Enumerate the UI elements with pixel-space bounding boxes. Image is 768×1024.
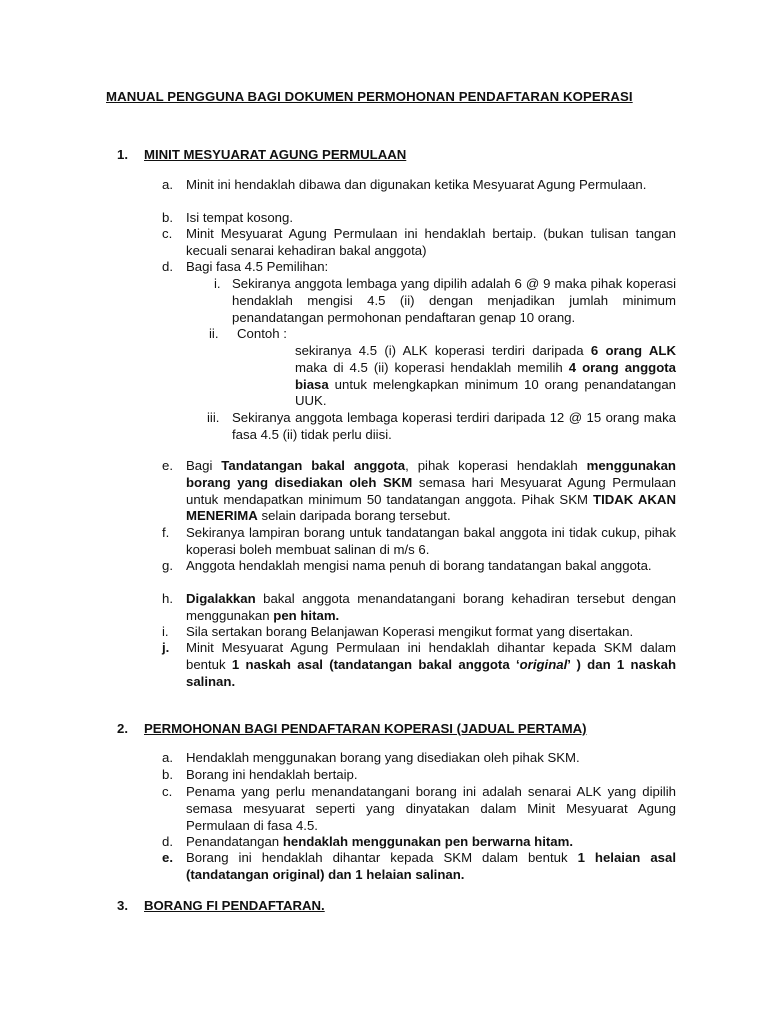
item-bold-text: hendaklah menggunakan pen berwarna hitam.	[282, 834, 574, 849]
item-text: selain daripada borang tersebut.	[257, 508, 451, 524]
example-bold: 4 orang anggota biasa	[295, 359, 676, 392]
item-text: Bagi	[186, 458, 222, 473]
item-bold-text: Digalakkan	[186, 591, 256, 606]
document-title: MANUAL PENGGUNA BAGI DOKUMEN PERMOHONAN PENDAFTARAN KOPERASI	[106, 89, 633, 104]
item-text: Sekiranya lampiran borang untuk tandatangan bakal anggota ini tidak cukup, pihak koperasi boleh membuat salinan di m/s 6.	[186, 525, 676, 557]
item-label: c.	[162, 784, 173, 799]
section-number: 3.	[117, 898, 128, 913]
example-text: maka di 4.5 (ii) koperasi hendaklah memilih	[295, 359, 569, 375]
item-label: ii.	[209, 326, 219, 341]
section-number: 1.	[117, 147, 128, 162]
item-label: b.	[162, 210, 173, 225]
item-label: c.	[162, 226, 173, 241]
item-bold-text: TIDAK AKAN MENERIMA	[186, 491, 676, 524]
section-1-heading	[117, 147, 406, 162]
item-text: Isi tempat kosong.	[186, 210, 294, 225]
item-text: , pihak koperasi hendaklah	[405, 458, 587, 473]
item-text: Sekiranya anggota lembaga yang dipilih adalah 6 @ 9 maka pihak koperasi hendaklah mengisi 4.5 (ii) dengan menjadikan jumlah minimum penandatangan permohonan pendaftaran genap 10 orang.	[232, 276, 676, 325]
section-2-heading	[117, 721, 587, 736]
item-label: a.	[162, 177, 173, 192]
example-text: untuk melengkapkan minimum 10 orang penandatangan UUK.	[295, 376, 676, 409]
item-text: Minit ini hendaklah dibawa dan digunakan ketika Mesyuarat Agung Permulaan.	[186, 177, 647, 192]
item-text: semasa hari Mesyuarat Agung Permulaan untuk mendapatkan minimum 50 tandatangan anggota. Pihak SKM	[186, 474, 677, 507]
item-text: Sila sertakan borang Belanjawan Koperasi mengikut format yang disertakan.	[186, 624, 634, 639]
item-text: Contoh :	[237, 326, 287, 341]
item-text: bakal anggota menandatangani borang kehadiran tersebut dengan menggunakan	[186, 591, 676, 623]
item-label: h.	[162, 591, 173, 606]
item-label: d.	[162, 834, 173, 849]
item-text: Sekiranya anggota lembaga koperasi terdiri daripada 12 @ 15 orang maka fasa 4.5 (ii) tidak perlu diisi.	[232, 410, 676, 442]
item-label: d.	[162, 259, 173, 274]
item-text: Borang ini hendaklah dihantar kepada SKM dalam bentuk	[186, 850, 578, 865]
item-label: f.	[162, 525, 170, 540]
item-text: Minit Mesyuarat Agung Permulaan ini hendaklah bertaip. (bukan tulisan tangan kecuali senarai kehadiran bakal anggota)	[186, 226, 676, 258]
item-text: Hendaklah menggunakan borang yang disediakan oleh pihak SKM.	[186, 750, 580, 765]
section-number: 2.	[117, 721, 128, 736]
example-text: sekiranya 4.5 (i) ALK koperasi terdiri daripada	[295, 343, 591, 358]
item-bold-text: menggunakan borang yang disediakan oleh SKM	[186, 458, 676, 490]
example-bold: 6 orang ALK	[590, 343, 676, 358]
item-text: Penandatangan	[186, 834, 283, 849]
item-bold-text: 1 helaian asal (tandatangan original) dan 1 helaian salinan.	[186, 850, 676, 882]
item-label: i.	[214, 276, 221, 291]
section-title: PERMOHONAN BAGI PENDAFTARAN KOPERASI (JADUAL PERTAMA)	[144, 721, 587, 736]
item-label: e.	[162, 458, 173, 473]
item-bold-italic-text: original	[519, 656, 568, 672]
section-title: BORANG FI PENDAFTARAN.	[144, 898, 325, 913]
item-label: iii.	[207, 410, 220, 425]
item-label: g.	[162, 558, 173, 573]
item-bold-text: pen hitam.	[273, 607, 340, 623]
item-label: b.	[162, 767, 173, 782]
item-label: j.	[162, 640, 170, 655]
item-bold-text: Tandatangan bakal anggota	[221, 458, 406, 473]
section-3-heading	[117, 898, 325, 913]
item-bold-text: 1 naskah asal (tandatangan bakal anggota ‘	[231, 656, 520, 672]
item-text: Anggota hendaklah mengisi nama penuh di borang tandatangan bakal anggota.	[186, 558, 652, 573]
item-text: Bagi fasa 4.5 Pemilihan:	[186, 259, 329, 274]
item-bold-text: ’ ) dan 1 naskah salinan.	[186, 656, 677, 689]
section-title: MINIT MESYUARAT AGUNG PERMULAAN	[144, 147, 407, 162]
item-text: Borang ini hendaklah bertaip.	[186, 767, 358, 782]
item-text: Minit Mesyuarat Agung Permulaan ini hendaklah dihantar kepada SKM dalam bentuk	[186, 640, 676, 672]
item-label: a.	[162, 750, 173, 765]
item-text: Penama yang perlu menandatangani borang ini adalah senarai ALK yang dipilih semasa mesyuarat seperti yang dinyatakan dalam Minit Mesyuarat Agung Permulaan di fasa 4.5.	[186, 784, 676, 833]
item-label: i.	[162, 624, 169, 639]
item-label: e.	[162, 850, 173, 865]
